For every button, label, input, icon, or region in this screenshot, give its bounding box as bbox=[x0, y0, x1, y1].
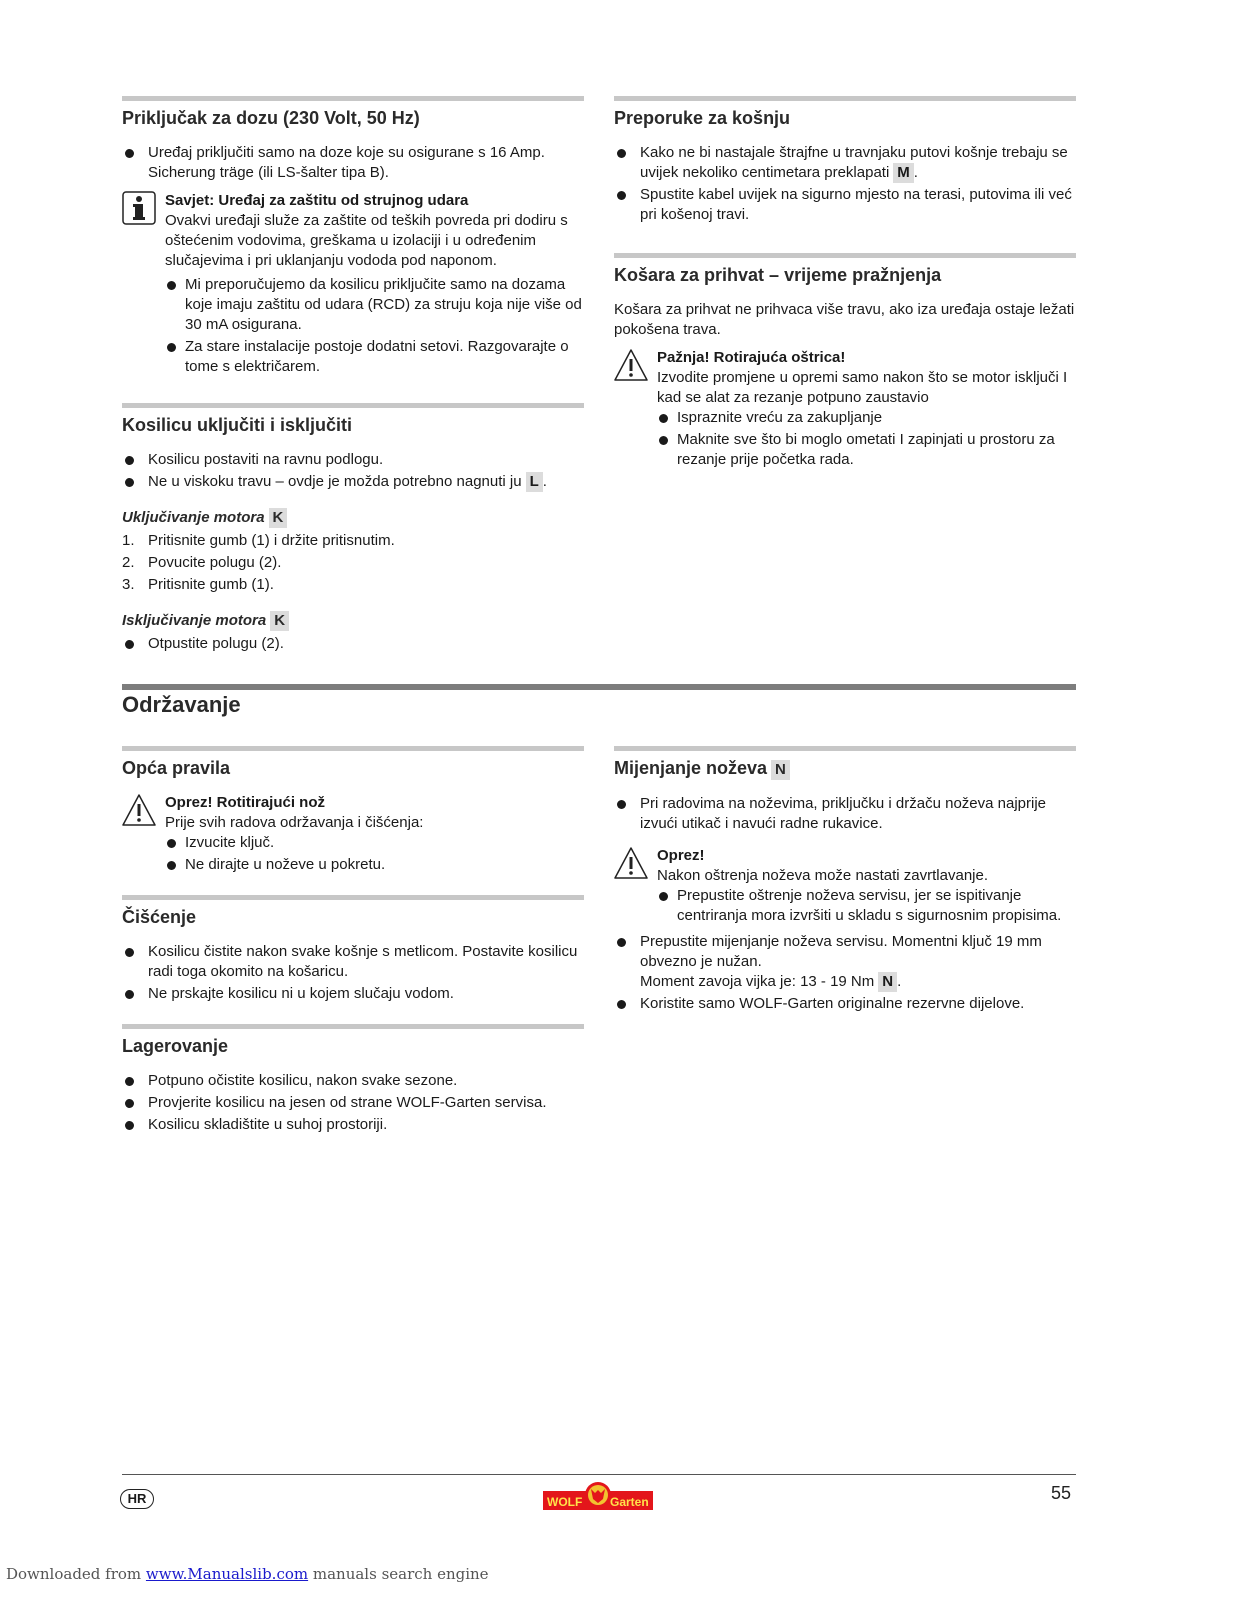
item-end: . bbox=[542, 473, 547, 490]
bullet-list bbox=[122, 942, 584, 1004]
list-item: Spustite kabel uvijek na sigurno mjesto na terasi, putovima ili već pri košenoj travi. bbox=[614, 185, 1076, 225]
list-item: Mi preporučujemo da kosilicu priključite samo na dozama koje imaju zaštitu od udara (RCD) za struju koja nije više od 30 mA osigurana. bbox=[165, 275, 584, 335]
section-title: Preporuke za košnju bbox=[614, 108, 791, 128]
item-number: 1. bbox=[122, 532, 135, 549]
section-title: Kosilicu uključiti i isključiti bbox=[122, 415, 353, 435]
section-rule bbox=[122, 96, 584, 101]
item-number: 3. bbox=[122, 576, 135, 593]
bullet-list bbox=[614, 932, 1076, 1014]
list-item bbox=[614, 932, 1076, 992]
figure-ref-badge: K bbox=[269, 508, 288, 528]
section-rule bbox=[122, 746, 584, 751]
warning-note bbox=[614, 846, 1076, 926]
numbered-list bbox=[122, 531, 584, 595]
list-item: Prepustite oštrenje noževa servisu, jer se ispitivanje centriranja mora izvršiti u skladu s sigurnosnim propisima. bbox=[657, 886, 1076, 926]
item-text: Prepustite mijenjanje noževa servisu. Momentni ključ 19 mm obvezno je nužan. bbox=[640, 933, 1042, 970]
download-prefix: Downloaded from bbox=[6, 1565, 146, 1583]
note-text: Prije svih radova održavanja i čišćenja: bbox=[165, 814, 424, 831]
list-item: Kosilicu postaviti na ravnu podlogu. bbox=[122, 450, 584, 470]
section-mowing-tips bbox=[614, 96, 1076, 225]
section-storage bbox=[122, 1024, 584, 1135]
figure-ref-badge: M bbox=[893, 163, 914, 183]
warning-icon bbox=[122, 793, 156, 827]
left-top-column bbox=[122, 96, 584, 674]
section-cleaning bbox=[122, 895, 584, 1004]
list-item: Otpustite polugu (2). bbox=[122, 634, 584, 654]
item-end: . bbox=[913, 164, 918, 181]
section-rule bbox=[614, 746, 1076, 751]
bullet-list bbox=[614, 794, 1076, 834]
maintenance-title: Održavanje bbox=[122, 692, 241, 717]
wolf-garten-logo bbox=[543, 1481, 653, 1511]
right-top-column bbox=[614, 96, 1076, 490]
figure-ref-badge: N bbox=[771, 760, 790, 780]
item-text: Pritisnite gumb (1). bbox=[148, 576, 274, 593]
info-icon bbox=[122, 191, 156, 225]
list-item bbox=[122, 472, 584, 492]
logo-text-right: Garten bbox=[610, 1495, 649, 1509]
section-title: Čišćenje bbox=[122, 907, 197, 927]
download-suffix: manuals search engine bbox=[308, 1565, 489, 1583]
note-title: Pažnja! Rotirajuća oštrica! bbox=[657, 349, 846, 366]
maintenance-left-column bbox=[122, 746, 584, 1155]
section-general-rules bbox=[122, 746, 584, 875]
title-text: Mijenjanje noževa bbox=[614, 758, 768, 778]
download-note bbox=[6, 1565, 489, 1583]
section-text: Košara za prihvat ne prihvaca više travu, ako iza uređaja ostaje ležati pokošena trava. bbox=[614, 301, 1075, 338]
item-text: Ne u viskoku travu – ovdje je možda potrebno nagnuti ju bbox=[148, 473, 522, 490]
note-bullet-list bbox=[165, 275, 584, 377]
note-bullet-list bbox=[657, 408, 1076, 470]
note-title: Savjet: Uređaj za zaštitu od strujnog udara bbox=[165, 192, 469, 209]
list-item: Za stare instalacije postoje dodatni setovi. Razgovarajte o tome s električarem. bbox=[165, 337, 584, 377]
list-item: Ispraznite vreću za zakupljanje bbox=[657, 408, 1076, 428]
bullet-list bbox=[122, 634, 584, 654]
section-title bbox=[614, 757, 1076, 780]
section-grass-bag bbox=[614, 253, 1076, 470]
item-number: 2. bbox=[122, 554, 135, 571]
section-blade-replacement bbox=[614, 746, 1076, 1014]
bullet-list bbox=[122, 1071, 584, 1135]
manualslib-link[interactable]: www.Manualslib.com bbox=[145, 1565, 309, 1583]
bullet-list bbox=[614, 143, 1076, 225]
footer-rule bbox=[122, 1474, 1076, 1475]
logo-text-left: WOLF bbox=[547, 1495, 583, 1509]
list-item: Ne prskajte kosilicu ni u kojem slučaju vodom. bbox=[122, 984, 584, 1004]
list-item: Kosilicu skladištite u suhoj prostoriji. bbox=[122, 1115, 584, 1135]
subheading-text: Uključivanje motora bbox=[122, 509, 265, 526]
list-item bbox=[122, 553, 584, 573]
section-socket-connection bbox=[122, 96, 584, 377]
list-item: Kosilicu čistite nakon svake košnje s metlicom. Postavite kosilicu radi toga okomito na košaricu. bbox=[122, 942, 584, 982]
list-item bbox=[122, 531, 584, 551]
section-switch-on-off bbox=[122, 403, 584, 654]
item-text: Kako ne bi nastajale štrajfne u travnjaku putovi košnje trebaju se uvijek nekoliko centimetara preklapati bbox=[640, 144, 1068, 181]
note-title: Oprez! Rotitirajući nož bbox=[165, 794, 326, 811]
item-text-line2: Moment zavoja vijka je: 13 - 19 Nm bbox=[640, 973, 875, 990]
warning-note bbox=[614, 348, 1076, 470]
maintenance-rule bbox=[122, 684, 1076, 690]
list-item: Izvucite ključ. bbox=[165, 833, 584, 853]
note-title: Oprez! bbox=[657, 847, 705, 864]
list-item: Ne dirajte u noževe u pokretu. bbox=[165, 855, 584, 875]
page-number: 55 bbox=[1051, 1483, 1072, 1503]
section-title: Opća pravila bbox=[122, 758, 231, 778]
section-rule bbox=[122, 1024, 584, 1029]
info-note bbox=[122, 191, 584, 377]
section-rule bbox=[614, 96, 1076, 101]
warning-icon bbox=[614, 348, 648, 382]
item-text: Povucite polugu (2). bbox=[148, 554, 282, 571]
language-badge: HR bbox=[120, 1489, 154, 1509]
bullet-list bbox=[122, 450, 584, 492]
note-text: Izvodite promjene u opremi samo nakon što se motor isključi I kad se alat za rezanje potpuno zaustavio bbox=[657, 369, 1068, 406]
warning-icon bbox=[614, 846, 648, 880]
warning-note bbox=[122, 793, 584, 875]
maintenance-right-column bbox=[614, 746, 1076, 1034]
item-end: . bbox=[897, 973, 902, 990]
list-item: Uređaj priključiti samo na doze koje su osigurane s 16 Amp. Sicherung träge (ili LS-šalter tipa B). bbox=[122, 143, 584, 183]
list-item: Potpuno očistite kosilicu, nakon svake sezone. bbox=[122, 1071, 584, 1091]
note-bullet-list bbox=[657, 886, 1076, 926]
section-rule bbox=[122, 895, 584, 900]
section-rule bbox=[614, 253, 1076, 258]
list-item bbox=[614, 143, 1076, 183]
note-text: Ovakvi uređaji služe za zaštite od teških povreda pri dodiru s oštećenim vodovima, greškama u izolaciji i u određenim slučajevima i pri uklanjanju vododa pod naponom. bbox=[165, 212, 568, 269]
list-item: Pri radovima na noževima, priključku i držaču noževa najprije izvući utikač i navući radne rukavice. bbox=[614, 794, 1076, 834]
subheading-motor-on bbox=[122, 508, 584, 528]
item-text: Pritisnite gumb (1) i držite pritisnutim. bbox=[148, 532, 395, 549]
list-item bbox=[122, 575, 584, 595]
figure-ref-badge: N bbox=[878, 972, 897, 992]
list-item: Provjerite kosilicu na jesen od strane WOLF-Garten servisa. bbox=[122, 1093, 584, 1113]
bullet-list bbox=[122, 143, 584, 183]
note-text: Nakon oštrenja noževa može nastati zavrtlavanje. bbox=[657, 867, 989, 884]
figure-ref-badge: L bbox=[526, 472, 543, 492]
subheading-motor-off bbox=[122, 611, 584, 631]
figure-ref-badge: K bbox=[270, 611, 289, 631]
note-bullet-list bbox=[165, 833, 584, 875]
subheading-text: Isključivanje motora bbox=[122, 612, 267, 629]
section-title: Košara za prihvat – vrijeme pražnjenja bbox=[614, 265, 942, 285]
list-item: Maknite sve što bi moglo ometati I zapinjati u prostoru za rezanje prije početka rada. bbox=[657, 430, 1076, 470]
section-rule bbox=[122, 403, 584, 408]
section-title: Lagerovanje bbox=[122, 1036, 229, 1056]
list-item: Koristite samo WOLF-Garten originalne rezervne dijelove. bbox=[614, 994, 1076, 1014]
section-title: Priključak za dozu (230 Volt, 50 Hz) bbox=[122, 108, 420, 128]
